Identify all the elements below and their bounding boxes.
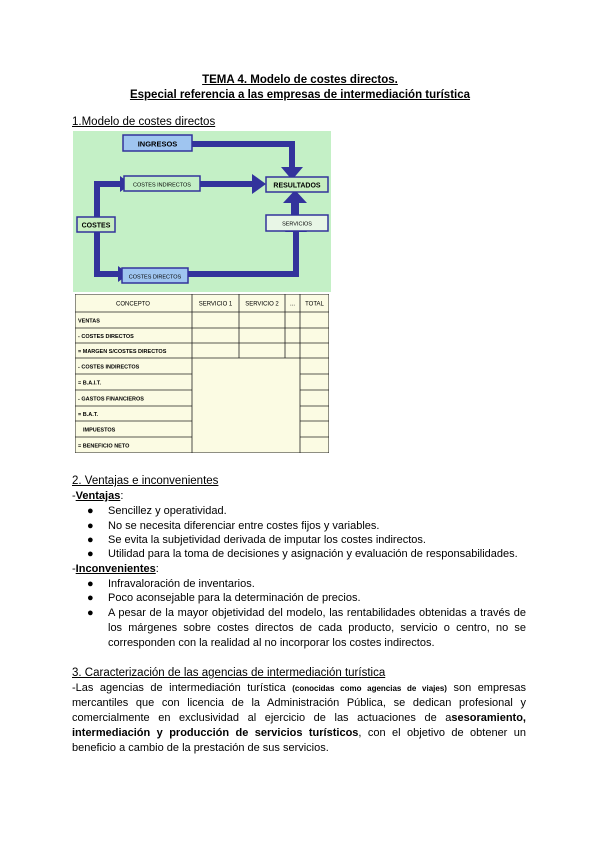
header-servicio-2: SERVICIO 2 (245, 301, 279, 308)
para-bold-text: sesoramiento, (451, 712, 526, 724)
para-text: , con el objetivo de obtener un (358, 727, 527, 739)
header-total: TOTAL (305, 301, 324, 308)
inconvenientes-label: Inconvenientes (75, 563, 156, 575)
cost-statement-table (75, 294, 329, 453)
arrow-serv-res-line (291, 201, 299, 215)
bullet-icon: ● (87, 592, 94, 604)
ventaja-item: No se necesita diferenciar entre costes fijos y variables. (108, 520, 380, 532)
row-label: = B.A.T. (78, 412, 99, 418)
arrow-ind-res-line (200, 181, 252, 187)
para-bold-text: intermediación y producción de servicios turísticos (72, 727, 359, 739)
inconveniente-item: Infravaloración de inventarios. (108, 578, 255, 590)
header-ellipsis: ... (289, 301, 296, 308)
bullet-icon: ● (87, 520, 94, 532)
costes-label: COSTES (81, 222, 111, 230)
ventaja-item: Se evita la subjetividad derivada de imputar los costes indirectos. (108, 534, 426, 546)
para-text: -Las agencias de intermediación turística (72, 682, 293, 694)
paragraph-line: beneficio a cambio de la prestación de sus servicios. (72, 742, 329, 754)
paragraph-line (72, 726, 526, 742)
row-label: - COSTES DIRECTOS (78, 334, 134, 340)
section-1-title: 1.Modelo de costes directos (72, 116, 216, 128)
row-label: = BENEFICIO NETO (78, 443, 130, 450)
inconveniente-item-line: corresponden con la realidad al no incorporar los costes indirectos. (108, 637, 435, 649)
row-label: VENTAS (78, 318, 100, 325)
para-small-text: (conocidas como agencias de viajes) (292, 684, 447, 693)
arrow-dir-serv-line (187, 271, 299, 277)
ventajas-heading (72, 489, 123, 504)
costes-indirectos-label: COSTES INDIRECTOS (133, 182, 191, 189)
bullet-icon: ● (87, 578, 94, 590)
paragraph-line (72, 681, 526, 697)
row-label: IMPUESTOS (83, 427, 116, 434)
resultados-label: RESULTADOS (273, 182, 321, 190)
inconvenientes-colon: : (155, 563, 159, 575)
inconveniente-item-line: los márgenes sobre costes directos de cada producto, servicio o centro, no se (108, 622, 526, 634)
arrow-costes-down (94, 232, 100, 276)
bullet-icon: ● (87, 548, 94, 560)
ventaja-item: Sencillez y operatividad. (108, 505, 227, 517)
header-concepto: CONCEPTO (116, 301, 150, 308)
arrow-ingresos-down (289, 141, 295, 168)
row-label: - GASTOS FINANCIEROS (78, 396, 144, 403)
inconveniente-item-line: A pesar de la mayor objetividad del modelo, las rentabilidades obtenidas a través de (108, 607, 526, 619)
ventajas-colon: : (120, 490, 124, 502)
inconveniente-item: Poco aconsejable para la determinación de precios. (108, 592, 361, 604)
bullet-icon: ● (87, 534, 94, 546)
costes-directos-label: COSTES DIRECTOS (128, 274, 182, 281)
ventaja-item: Utilidad para la toma de decisiones y asignación y evaluación de responsabilidades. (108, 548, 518, 560)
title-line-1: TEMA 4. Modelo de costes directos. (202, 74, 398, 86)
section-3-title: 3. Caracterización de las agencias de intermediación turística (72, 667, 386, 679)
arrow-ingresos-line (177, 141, 295, 147)
row-label: = B.A.I.T. (78, 380, 102, 387)
paragraph-line (72, 711, 526, 727)
title-line-2: Especial referencia a las empresas de intermediación turística (129, 89, 471, 101)
arrow-costes-dir-start (94, 271, 118, 277)
para-text: comercialmente en exclusividad al ejercicio de las actuaciones de a (72, 712, 452, 724)
bullet-icon: ● (87, 505, 94, 517)
inconvenientes-dash: - (72, 563, 76, 575)
costs-flow-diagram (73, 131, 331, 292)
ingresos-label: INGRESOS (137, 139, 178, 149)
table-headers (116, 302, 325, 308)
row-label: - COSTES INDIRECTOS (78, 364, 140, 371)
ventajas-label: Ventajas (75, 490, 121, 502)
para-text: son empresas (446, 682, 526, 694)
section-2-title: 2. Ventajas e inconvenientes (72, 475, 219, 487)
header-servicio-1: SERVICIO 1 (198, 301, 233, 308)
paragraph-line: mercantiles que con licencia de la Administración Pública, se dedican profesional y (72, 697, 526, 709)
row-label: = MARGEN S/COSTES DIRECTOS (78, 349, 167, 355)
servicios-label: SERVICIOS (282, 221, 312, 228)
ventajas-dash: - (72, 490, 76, 502)
arrow-dir-serv-up (293, 231, 299, 277)
inconvenientes-heading (72, 562, 159, 577)
bullet-icon: ● (87, 607, 94, 619)
arrow-costes-ind-start (94, 181, 120, 187)
